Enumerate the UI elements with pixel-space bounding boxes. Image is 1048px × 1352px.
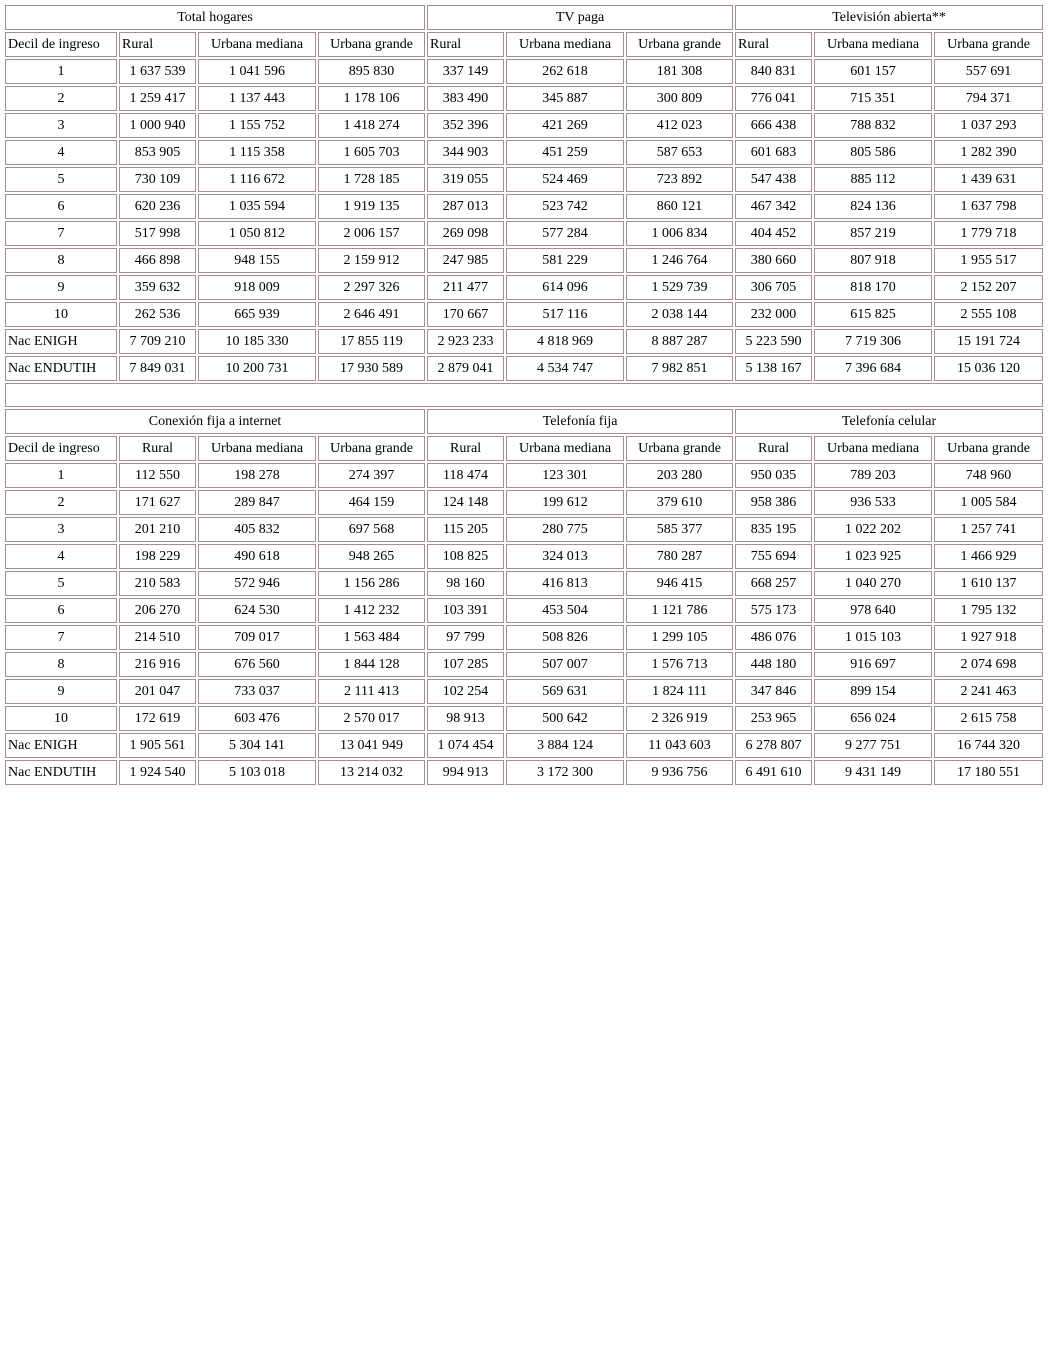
table-cell: 730 109 xyxy=(119,167,196,192)
column-header-row xyxy=(5,436,1043,461)
table-row xyxy=(5,140,1043,165)
table-cell: 98 160 xyxy=(427,571,504,596)
row-label: 10 xyxy=(5,706,117,731)
table-cell: 17 180 551 xyxy=(934,760,1043,785)
group-header: Total hogares xyxy=(5,5,425,30)
table-cell: 97 799 xyxy=(427,625,504,650)
column-header: Urbana mediana xyxy=(198,32,316,57)
table-cell: 253 965 xyxy=(735,706,812,731)
table-cell: 500 642 xyxy=(506,706,624,731)
table-cell: 172 619 xyxy=(119,706,196,731)
table-cell: 5 103 018 xyxy=(198,760,316,785)
table-row xyxy=(5,652,1043,677)
table-row xyxy=(5,275,1043,300)
table-cell: 978 640 xyxy=(814,598,932,623)
table-cell: 262 536 xyxy=(119,302,196,327)
table-cell: 517 998 xyxy=(119,221,196,246)
table-cell: 1 115 358 xyxy=(198,140,316,165)
table-cell: 1 023 925 xyxy=(814,544,932,569)
table-cell: 280 775 xyxy=(506,517,624,542)
table-cell: 98 913 xyxy=(427,706,504,731)
table-cell: 1 466 929 xyxy=(934,544,1043,569)
table-cell: 118 474 xyxy=(427,463,504,488)
table-cell: 2 923 233 xyxy=(427,329,504,354)
table-cell: 102 254 xyxy=(427,679,504,704)
column-header: Urbana grande xyxy=(934,32,1043,57)
row-label: 6 xyxy=(5,598,117,623)
table-row xyxy=(5,463,1043,488)
column-header: Urbana grande xyxy=(318,32,425,57)
table-cell: 10 185 330 xyxy=(198,329,316,354)
table-cell: 3 172 300 xyxy=(506,760,624,785)
table-cell: 807 918 xyxy=(814,248,932,273)
table-cell: 203 280 xyxy=(626,463,733,488)
table-cell: 899 154 xyxy=(814,679,932,704)
row-label: 6 xyxy=(5,194,117,219)
column-header: Urbana mediana xyxy=(814,436,932,461)
table-cell: 789 203 xyxy=(814,463,932,488)
group-header-row xyxy=(5,5,1043,30)
table-cell: 805 586 xyxy=(814,140,932,165)
table-cell: 587 653 xyxy=(626,140,733,165)
table-cell: 5 223 590 xyxy=(735,329,812,354)
column-header: Urbana grande xyxy=(934,436,1043,461)
table-cell: 306 705 xyxy=(735,275,812,300)
households-data-table xyxy=(3,3,1045,787)
table-cell: 1 412 232 xyxy=(318,598,425,623)
table-cell: 1 259 417 xyxy=(119,86,196,111)
table-cell: 581 229 xyxy=(506,248,624,273)
table-cell: 103 391 xyxy=(427,598,504,623)
table-cell: 585 377 xyxy=(626,517,733,542)
table-cell: 1 824 111 xyxy=(626,679,733,704)
column-header: Urbana grande xyxy=(626,436,733,461)
table-row xyxy=(5,544,1043,569)
column-header: Urbana mediana xyxy=(814,32,932,57)
table-cell: 421 269 xyxy=(506,113,624,138)
group-header: Telefonía celular xyxy=(735,409,1043,434)
table-cell: 448 180 xyxy=(735,652,812,677)
table-cell: 2 570 017 xyxy=(318,706,425,731)
table-cell: 895 830 xyxy=(318,59,425,84)
table-row xyxy=(5,329,1043,354)
column-header: Rural xyxy=(427,436,504,461)
table-cell: 1 919 135 xyxy=(318,194,425,219)
table-row xyxy=(5,194,1043,219)
table-cell: 1 074 454 xyxy=(427,733,504,758)
table-cell: 2 241 463 xyxy=(934,679,1043,704)
table-cell: 614 096 xyxy=(506,275,624,300)
table-cell: 379 610 xyxy=(626,490,733,515)
row-label: Nac ENDUTIH xyxy=(5,356,117,381)
table-cell: 918 009 xyxy=(198,275,316,300)
table-cell: 7 849 031 xyxy=(119,356,196,381)
row-label: 7 xyxy=(5,221,117,246)
table-cell: 8 887 287 xyxy=(626,329,733,354)
column-header: Urbana mediana xyxy=(198,436,316,461)
table-cell: 269 098 xyxy=(427,221,504,246)
table-cell: 412 023 xyxy=(626,113,733,138)
group-header: TV paga xyxy=(427,5,733,30)
table-cell: 857 219 xyxy=(814,221,932,246)
table-cell: 733 037 xyxy=(198,679,316,704)
table-cell: 1 637 539 xyxy=(119,59,196,84)
table-cell: 557 691 xyxy=(934,59,1043,84)
table-cell: 2 038 144 xyxy=(626,302,733,327)
table-cell: 575 173 xyxy=(735,598,812,623)
group-header: Telefonía fija xyxy=(427,409,733,434)
table-row xyxy=(5,113,1043,138)
table-cell: 337 149 xyxy=(427,59,504,84)
table-cell: 1 576 713 xyxy=(626,652,733,677)
table-cell: 1 844 128 xyxy=(318,652,425,677)
row-label: 5 xyxy=(5,167,117,192)
column-header: Rural xyxy=(735,32,812,57)
table-cell: 17 930 589 xyxy=(318,356,425,381)
table-cell: 794 371 xyxy=(934,86,1043,111)
table-cell: 4 818 969 xyxy=(506,329,624,354)
table-cell: 107 285 xyxy=(427,652,504,677)
table-cell: 9 936 756 xyxy=(626,760,733,785)
table-cell: 2 006 157 xyxy=(318,221,425,246)
table-cell: 668 257 xyxy=(735,571,812,596)
row-label: 1 xyxy=(5,463,117,488)
table-cell: 948 155 xyxy=(198,248,316,273)
table-row xyxy=(5,733,1043,758)
table-row xyxy=(5,760,1043,785)
table-cell: 405 832 xyxy=(198,517,316,542)
table-cell: 1 050 812 xyxy=(198,221,316,246)
table-cell: 199 612 xyxy=(506,490,624,515)
table-cell: 5 138 167 xyxy=(735,356,812,381)
table-cell: 2 326 919 xyxy=(626,706,733,731)
table-cell: 958 386 xyxy=(735,490,812,515)
table-cell: 1 006 834 xyxy=(626,221,733,246)
table-cell: 416 813 xyxy=(506,571,624,596)
table-cell: 1 257 741 xyxy=(934,517,1043,542)
table-cell: 776 041 xyxy=(735,86,812,111)
table-cell: 1 924 540 xyxy=(119,760,196,785)
table-cell: 112 550 xyxy=(119,463,196,488)
table-cell: 507 007 xyxy=(506,652,624,677)
table-cell: 6 491 610 xyxy=(735,760,812,785)
row-label: 2 xyxy=(5,490,117,515)
table-cell: 524 469 xyxy=(506,167,624,192)
table-cell: 2 074 698 xyxy=(934,652,1043,677)
table-cell: 3 884 124 xyxy=(506,733,624,758)
decile-header: Decil de ingreso xyxy=(5,32,117,57)
table-cell: 1 927 918 xyxy=(934,625,1043,650)
table-cell: 1 005 584 xyxy=(934,490,1043,515)
table-cell: 1 156 286 xyxy=(318,571,425,596)
table-row xyxy=(5,490,1043,515)
table-body xyxy=(5,5,1043,785)
table-cell: 1 605 703 xyxy=(318,140,425,165)
table-row xyxy=(5,248,1043,273)
table-cell: 181 308 xyxy=(626,59,733,84)
table-row xyxy=(5,221,1043,246)
table-row xyxy=(5,679,1043,704)
table-cell: 723 892 xyxy=(626,167,733,192)
table-cell: 198 229 xyxy=(119,544,196,569)
table-cell: 2 159 912 xyxy=(318,248,425,273)
row-label: 1 xyxy=(5,59,117,84)
table-row xyxy=(5,302,1043,327)
table-cell: 1 610 137 xyxy=(934,571,1043,596)
table-cell: 124 148 xyxy=(427,490,504,515)
table-row xyxy=(5,356,1043,381)
table-cell: 16 744 320 xyxy=(934,733,1043,758)
row-label: 4 xyxy=(5,544,117,569)
table-cell: 17 855 119 xyxy=(318,329,425,354)
row-label: 3 xyxy=(5,517,117,542)
table-cell: 1 041 596 xyxy=(198,59,316,84)
table-cell: 11 043 603 xyxy=(626,733,733,758)
table-cell: 486 076 xyxy=(735,625,812,650)
column-header: Rural xyxy=(735,436,812,461)
table-cell: 1 178 106 xyxy=(318,86,425,111)
table-cell: 344 903 xyxy=(427,140,504,165)
table-cell: 1 035 594 xyxy=(198,194,316,219)
table-cell: 2 152 207 xyxy=(934,275,1043,300)
table-cell: 7 709 210 xyxy=(119,329,196,354)
table-cell: 347 846 xyxy=(735,679,812,704)
row-label: 3 xyxy=(5,113,117,138)
table-cell: 467 342 xyxy=(735,194,812,219)
table-row xyxy=(5,625,1043,650)
table-cell: 748 960 xyxy=(934,463,1043,488)
column-header: Rural xyxy=(427,32,504,57)
table-cell: 715 351 xyxy=(814,86,932,111)
table-cell: 324 013 xyxy=(506,544,624,569)
table-cell: 13 214 032 xyxy=(318,760,425,785)
table-cell: 1 137 443 xyxy=(198,86,316,111)
table-cell: 2 111 413 xyxy=(318,679,425,704)
table-cell: 603 476 xyxy=(198,706,316,731)
table-cell: 262 618 xyxy=(506,59,624,84)
table-cell: 232 000 xyxy=(735,302,812,327)
table-cell: 656 024 xyxy=(814,706,932,731)
table-cell: 577 284 xyxy=(506,221,624,246)
table-cell: 1 037 293 xyxy=(934,113,1043,138)
table-cell: 2 297 326 xyxy=(318,275,425,300)
table-cell: 709 017 xyxy=(198,625,316,650)
table-cell: 1 795 132 xyxy=(934,598,1043,623)
table-cell: 615 825 xyxy=(814,302,932,327)
table-row xyxy=(5,571,1043,596)
table-cell: 1 022 202 xyxy=(814,517,932,542)
table-cell: 1 246 764 xyxy=(626,248,733,273)
table-cell: 7 396 684 xyxy=(814,356,932,381)
table-row xyxy=(5,59,1043,84)
spacer-row xyxy=(5,383,1043,407)
row-label: Nac ENDUTIH xyxy=(5,760,117,785)
table-cell: 1 439 631 xyxy=(934,167,1043,192)
table-cell: 840 831 xyxy=(735,59,812,84)
column-header: Urbana grande xyxy=(318,436,425,461)
table-cell: 7 719 306 xyxy=(814,329,932,354)
table-cell: 697 568 xyxy=(318,517,425,542)
table-cell: 1 728 185 xyxy=(318,167,425,192)
table-cell: 620 236 xyxy=(119,194,196,219)
table-cell: 517 116 xyxy=(506,302,624,327)
table-cell: 666 438 xyxy=(735,113,812,138)
table-cell: 860 121 xyxy=(626,194,733,219)
table-cell: 300 809 xyxy=(626,86,733,111)
table-cell: 206 270 xyxy=(119,598,196,623)
table-cell: 885 112 xyxy=(814,167,932,192)
table-cell: 1 155 752 xyxy=(198,113,316,138)
table-cell: 15 191 724 xyxy=(934,329,1043,354)
table-cell: 274 397 xyxy=(318,463,425,488)
table-cell: 287 013 xyxy=(427,194,504,219)
table-cell: 464 159 xyxy=(318,490,425,515)
decile-header: Decil de ingreso xyxy=(5,436,117,461)
table-cell: 601 157 xyxy=(814,59,932,84)
table-cell: 201 210 xyxy=(119,517,196,542)
table-cell: 201 047 xyxy=(119,679,196,704)
table-cell: 523 742 xyxy=(506,194,624,219)
table-cell: 572 946 xyxy=(198,571,316,596)
row-label: 8 xyxy=(5,652,117,677)
table-cell: 171 627 xyxy=(119,490,196,515)
table-cell: 490 618 xyxy=(198,544,316,569)
table-cell: 946 415 xyxy=(626,571,733,596)
row-label: 4 xyxy=(5,140,117,165)
table-cell: 1 955 517 xyxy=(934,248,1043,273)
row-label: 2 xyxy=(5,86,117,111)
table-cell: 359 632 xyxy=(119,275,196,300)
table-cell: 665 939 xyxy=(198,302,316,327)
table-cell: 1 121 786 xyxy=(626,598,733,623)
table-cell: 211 477 xyxy=(427,275,504,300)
table-cell: 451 259 xyxy=(506,140,624,165)
table-cell: 1 905 561 xyxy=(119,733,196,758)
table-cell: 1 563 484 xyxy=(318,625,425,650)
table-cell: 5 304 141 xyxy=(198,733,316,758)
table-cell: 9 431 149 xyxy=(814,760,932,785)
table-cell: 289 847 xyxy=(198,490,316,515)
table-row xyxy=(5,706,1043,731)
table-cell: 1 282 390 xyxy=(934,140,1043,165)
table-cell: 247 985 xyxy=(427,248,504,273)
table-cell: 788 832 xyxy=(814,113,932,138)
table-cell: 10 200 731 xyxy=(198,356,316,381)
table-cell: 115 205 xyxy=(427,517,504,542)
table-cell: 824 136 xyxy=(814,194,932,219)
table-cell: 2 555 108 xyxy=(934,302,1043,327)
column-header: Rural xyxy=(119,32,196,57)
table-row xyxy=(5,86,1043,111)
table-cell: 352 396 xyxy=(427,113,504,138)
table-cell: 994 913 xyxy=(427,760,504,785)
table-cell: 547 438 xyxy=(735,167,812,192)
table-cell: 13 041 949 xyxy=(318,733,425,758)
table-cell: 319 055 xyxy=(427,167,504,192)
table-cell: 950 035 xyxy=(735,463,812,488)
table-cell: 1 779 718 xyxy=(934,221,1043,246)
table-cell: 1 529 739 xyxy=(626,275,733,300)
table-cell: 404 452 xyxy=(735,221,812,246)
table-cell: 453 504 xyxy=(506,598,624,623)
blank-separator-cell xyxy=(5,383,1043,407)
table-cell: 1 040 270 xyxy=(814,571,932,596)
table-cell: 1 299 105 xyxy=(626,625,733,650)
table-cell: 755 694 xyxy=(735,544,812,569)
table-cell: 853 905 xyxy=(119,140,196,165)
table-cell: 123 301 xyxy=(506,463,624,488)
table-cell: 948 265 xyxy=(318,544,425,569)
table-cell: 2 615 758 xyxy=(934,706,1043,731)
table-cell: 676 560 xyxy=(198,652,316,677)
group-header: Televisión abierta** xyxy=(735,5,1043,30)
table-cell: 210 583 xyxy=(119,571,196,596)
table-cell: 936 533 xyxy=(814,490,932,515)
group-header-row xyxy=(5,409,1043,434)
row-label: Nac ENIGH xyxy=(5,733,117,758)
table-cell: 916 697 xyxy=(814,652,932,677)
table-row xyxy=(5,167,1043,192)
table-cell: 569 631 xyxy=(506,679,624,704)
table-cell: 1 015 103 xyxy=(814,625,932,650)
column-header: Rural xyxy=(119,436,196,461)
table-cell: 2 879 041 xyxy=(427,356,504,381)
table-cell: 170 667 xyxy=(427,302,504,327)
table-cell: 4 534 747 xyxy=(506,356,624,381)
table-cell: 214 510 xyxy=(119,625,196,650)
column-header: Urbana grande xyxy=(626,32,733,57)
row-label: Nac ENIGH xyxy=(5,329,117,354)
table-cell: 1 116 672 xyxy=(198,167,316,192)
table-cell: 835 195 xyxy=(735,517,812,542)
table-cell: 818 170 xyxy=(814,275,932,300)
table-cell: 2 646 491 xyxy=(318,302,425,327)
column-header: Urbana mediana xyxy=(506,32,624,57)
table-cell: 1 000 940 xyxy=(119,113,196,138)
table-cell: 108 825 xyxy=(427,544,504,569)
table-cell: 1 418 274 xyxy=(318,113,425,138)
table-cell: 380 660 xyxy=(735,248,812,273)
table-cell: 624 530 xyxy=(198,598,316,623)
table-cell: 780 287 xyxy=(626,544,733,569)
table-cell: 198 278 xyxy=(198,463,316,488)
table-cell: 7 982 851 xyxy=(626,356,733,381)
group-header: Conexión fija a internet xyxy=(5,409,425,434)
table-cell: 345 887 xyxy=(506,86,624,111)
table-cell: 383 490 xyxy=(427,86,504,111)
table-row xyxy=(5,598,1043,623)
table-row xyxy=(5,517,1043,542)
table-cell: 466 898 xyxy=(119,248,196,273)
row-label: 5 xyxy=(5,571,117,596)
row-label: 10 xyxy=(5,302,117,327)
table-cell: 216 916 xyxy=(119,652,196,677)
row-label: 7 xyxy=(5,625,117,650)
table-cell: 1 637 798 xyxy=(934,194,1043,219)
table-cell: 9 277 751 xyxy=(814,733,932,758)
row-label: 9 xyxy=(5,275,117,300)
row-label: 8 xyxy=(5,248,117,273)
row-label: 9 xyxy=(5,679,117,704)
table-cell: 6 278 807 xyxy=(735,733,812,758)
table-cell: 15 036 120 xyxy=(934,356,1043,381)
table-cell: 508 826 xyxy=(506,625,624,650)
column-header-row xyxy=(5,32,1043,57)
column-header: Urbana mediana xyxy=(506,436,624,461)
table-cell: 601 683 xyxy=(735,140,812,165)
